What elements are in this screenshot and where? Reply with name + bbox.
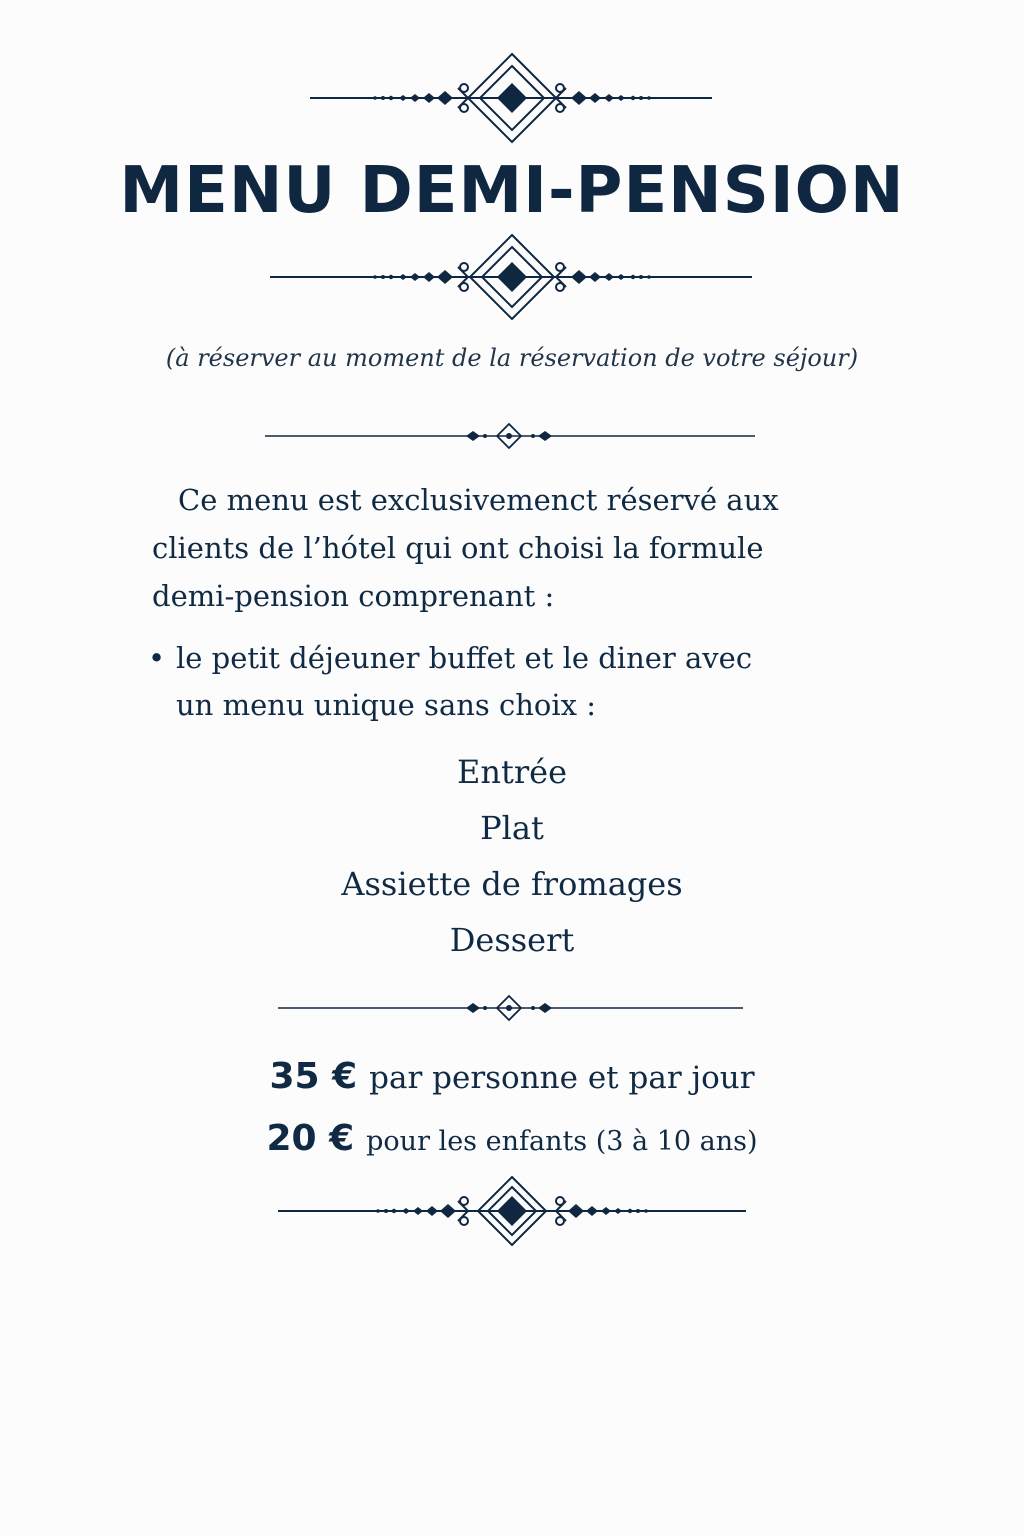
bullet-line-1: le petit déjeuner buffet et le diner avec (176, 641, 753, 675)
page-title: MENU DEMI-PENSION (119, 154, 905, 228)
intro-line-3: demi-pension comprenant : (152, 579, 555, 613)
adult-price-amount: 35 € (269, 1056, 358, 1097)
adult-price-row (0, 1046, 1024, 1108)
small-divider-top (0, 420, 1024, 452)
course-list (0, 744, 1024, 968)
bottom-ornament (0, 1170, 1024, 1252)
intro-paragraph (152, 476, 852, 620)
course-entree: Entrée (457, 753, 567, 791)
small-divider-bottom (0, 992, 1024, 1024)
intro-line-2: clients de l’hótel qui ont choisi la formule (152, 531, 764, 565)
course-dessert: Dessert (449, 921, 575, 959)
bullet-marker: • (148, 641, 166, 675)
title-bottom-ornament (0, 230, 1024, 325)
course-plat: Plat (480, 809, 544, 847)
child-price-row (0, 1108, 1024, 1170)
child-price-amount: 20 € (266, 1118, 355, 1159)
bullet-line-2: un menu unique sans choix : (176, 688, 597, 722)
child-price-text: pour les enfants (3 à 10 ans) (366, 1126, 758, 1157)
adult-price-text: par personne et par jour (369, 1060, 755, 1096)
bullet-item (148, 635, 908, 729)
price-list (0, 1046, 1024, 1170)
top-ornament (0, 50, 1024, 145)
reservation-note: (à réserver au moment de la réservation de votre séjour) (165, 344, 859, 372)
intro-line-1: Ce menu est exclusivemenct réservé aux (178, 483, 779, 517)
course-fromages: Assiette de fromages (341, 865, 683, 903)
